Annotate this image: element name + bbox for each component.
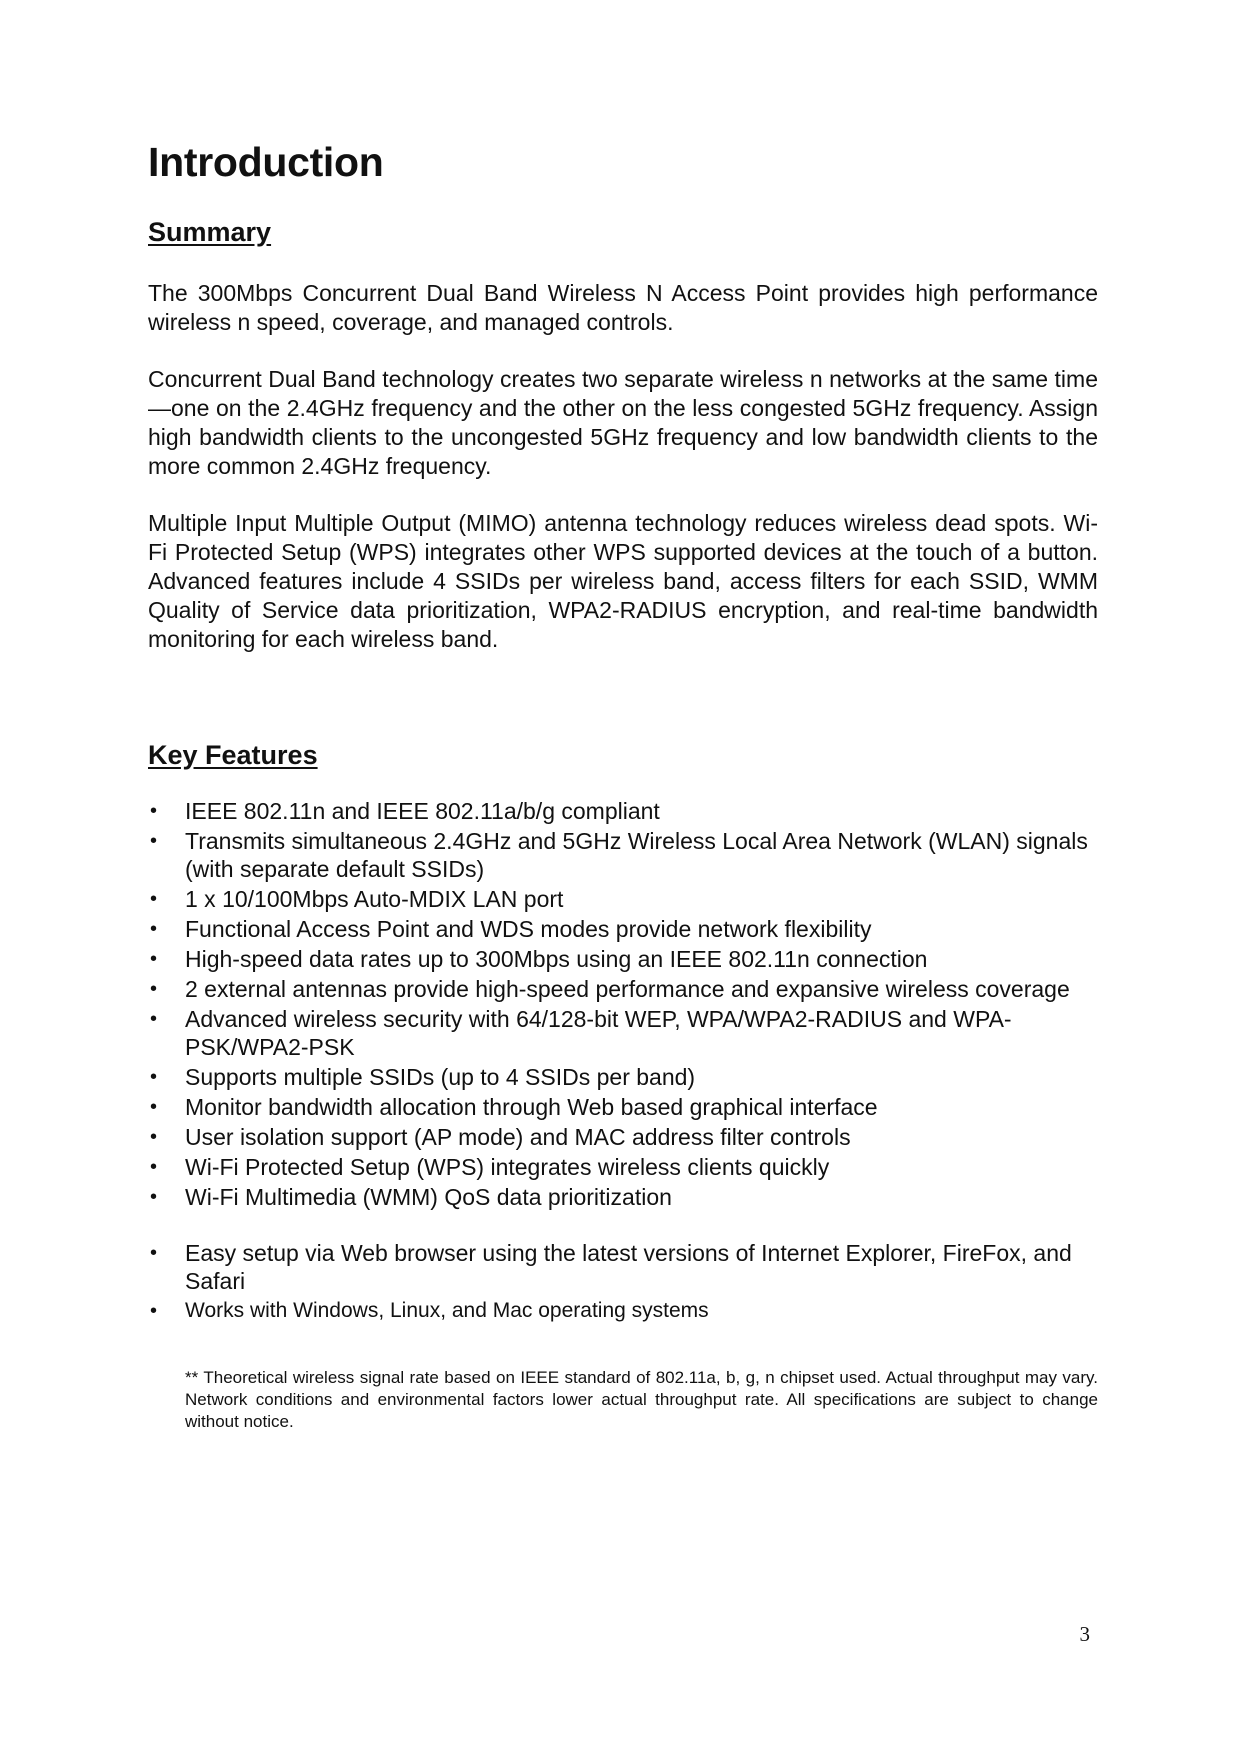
feature-text: Supports multiple SSIDs (up to 4 SSIDs per band): [185, 1063, 696, 1090]
page-title: Introduction: [148, 139, 384, 185]
feature-text: Works with Windows, Linux, and Mac operating systems: [185, 1298, 709, 1322]
page-content: [148, 138, 1098, 1433]
summary-heading: Summary: [148, 217, 272, 248]
feature-text: Wi-Fi Multimedia (WMM) QoS data prioritization: [185, 1183, 672, 1210]
feature-item: [148, 1239, 1098, 1295]
feature-item: [148, 915, 1098, 943]
page-number: 3: [1079, 1622, 1090, 1646]
bullet-icon: •: [150, 977, 158, 1000]
feature-text: Functional Access Point and WDS modes provide network flexibility: [185, 915, 872, 942]
summary-paragraph: Multiple Input Multiple Output (MIMO) antenna technology reduces wireless dead spots. Wi-Fi Protected Setup (WPS) integrates other WPS supported devices at the touch of a button. Advanced features include 4 SSIDs per wireless band, access filters for each SSID, WMM Quality of Service data prioritization, WPA2-RADIUS encryption, and real-time bandwidth monitoring for each wireless band.: [148, 509, 1098, 652]
bullet-icon: •: [150, 1095, 158, 1118]
feature-text: Transmits simultaneous 2.4GHz and 5GHz Wireless Local Area Network (WLAN) signals (with separate default SSIDs): [185, 827, 1088, 882]
feature-item: [148, 1123, 1098, 1151]
bullet-icon: •: [150, 1125, 158, 1148]
feature-item: [148, 1005, 1098, 1061]
bullet-icon: •: [150, 947, 158, 970]
feature-item: [148, 945, 1098, 973]
feature-item: [148, 1153, 1098, 1181]
bullet-icon: •: [150, 799, 158, 822]
feature-text: Wi-Fi Protected Setup (WPS) integrates wireless clients quickly: [185, 1153, 830, 1180]
feature-text: Advanced wireless security with 64/128-bit WEP, WPA/WPA2-RADIUS and WPA-PSK/WPA2-PSK: [185, 1005, 1012, 1060]
footnote: ** Theoretical wireless signal rate based on IEEE standard of 802.11a, b, g, n chipset used. Actual throughput may vary. Network conditions and environmental factors lower actual throughput rate. All specifications are subject to change without notice.: [185, 1367, 1098, 1431]
feature-item: [148, 797, 1098, 825]
feature-text: IEEE 802.11n and IEEE 802.11a/b/g compliant: [185, 797, 660, 824]
bullet-icon: •: [150, 829, 158, 852]
key-features-heading: Key Features: [148, 739, 318, 770]
summary-paragraph: The 300Mbps Concurrent Dual Band Wireless N Access Point provides high performance wireless n speed, coverage, and managed controls.: [148, 279, 1098, 335]
bullet-icon: •: [150, 887, 158, 910]
bullet-icon: •: [150, 1155, 158, 1178]
summary-paragraph: Concurrent Dual Band technology creates two separate wireless n networks at the same time—one on the 2.4GHz frequency and the other on the less congested 5GHz frequency. Assign high bandwidth clients to the uncongested 5GHz frequency and low bandwidth clients to the more common 2.4GHz frequency.: [148, 365, 1098, 479]
feature-text: Easy setup via Web browser using the latest versions of Internet Explorer, FireFox, and Safari: [185, 1239, 1072, 1294]
feature-text: 2 external antennas provide high-speed performance and expansive wireless coverage: [185, 975, 1070, 1002]
bullet-icon: •: [150, 1007, 158, 1030]
feature-text: 1 x 10/100Mbps Auto-MDIX LAN port: [185, 885, 564, 912]
feature-item: [148, 1063, 1098, 1091]
key-features-list: [148, 797, 1098, 1325]
bullet-icon: •: [150, 1241, 158, 1264]
bullet-icon: •: [150, 1065, 158, 1088]
feature-text: High-speed data rates up to 300Mbps using an IEEE 802.11n connection: [185, 945, 928, 972]
feature-item: [148, 1093, 1098, 1121]
feature-text: Monitor bandwidth allocation through Web based graphical interface: [185, 1093, 878, 1120]
bullet-icon: •: [150, 1185, 158, 1208]
feature-item: [148, 975, 1098, 1003]
bullet-icon: •: [150, 1299, 158, 1322]
bullet-icon: •: [150, 917, 158, 940]
feature-item: [148, 827, 1098, 883]
feature-item: [148, 1183, 1098, 1211]
feature-item: [148, 885, 1098, 913]
feature-item: [148, 1297, 1098, 1325]
feature-text: User isolation support (AP mode) and MAC address filter controls: [185, 1123, 851, 1150]
